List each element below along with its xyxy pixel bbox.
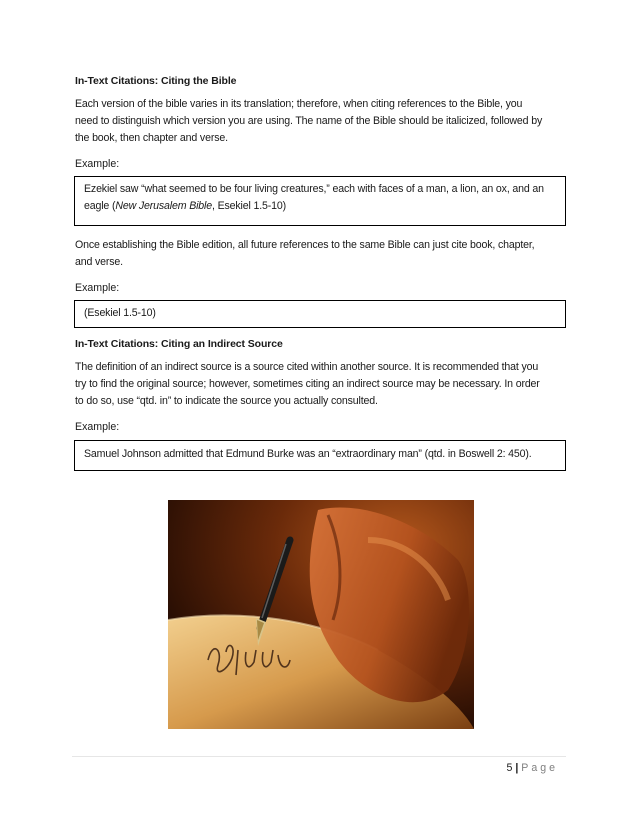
page-word: Page: [521, 762, 558, 774]
footer-divider: [72, 756, 566, 757]
paragraph-line: Each version of the bible varies in its translation; therefore, when citing references to the Bible, you: [75, 98, 523, 110]
example-label: Example:: [75, 282, 120, 294]
paragraph-line: need to distinguish which version you are using. The name of the Bible should be italicized, followed by: [75, 115, 543, 127]
example-label: Example:: [75, 421, 120, 433]
paragraph-line: try to find the original source; however, sometimes citing an indirect source may be necessary. In order: [75, 378, 540, 390]
paragraph-bible-followup: [75, 237, 570, 271]
paragraph-line: and verse.: [75, 256, 123, 268]
example-text: , Esekiel 1.5-10): [212, 200, 286, 212]
fountain-pen-writing-photo: [168, 500, 474, 729]
pen-illustration: [168, 500, 474, 729]
page-number: 5: [506, 762, 513, 774]
section-heading-bible: In-Text Citations: Citing the Bible: [75, 75, 237, 87]
paragraph-line: Once establishing the Bible edition, all future references to the same Bible can just cite book, chapter,: [75, 239, 535, 251]
example-label: Example:: [75, 158, 120, 170]
example-text: eagle (: [84, 200, 116, 212]
example-line: [84, 198, 556, 215]
example-box-indirect: [74, 440, 566, 471]
paragraph-line: to do so, use “qtd. in” to indicate the source you actually consulted.: [75, 395, 378, 407]
section-heading-indirect: In-Text Citations: Citing an Indirect Source: [75, 338, 283, 350]
bible-title-italic: New Jerusalem Bible: [115, 200, 212, 212]
paragraph-line: the book, then chapter and verse.: [75, 132, 228, 144]
page-footer: [506, 762, 558, 774]
example-box-esekiel: [74, 300, 566, 328]
paragraph-bible-intro: [75, 96, 570, 147]
example-line: Ezekiel saw “what seemed to be four living creatures,” each with faces of a man, a lion, an ox, and an: [84, 183, 544, 195]
example-line: Samuel Johnson admitted that Edmund Burke was an “extraordinary man” (qtd. in Boswell 2: 450).: [84, 448, 532, 460]
footer-separator: |: [515, 762, 519, 774]
example-line: (Esekiel 1.5-10): [84, 307, 156, 319]
paragraph-indirect-source: [75, 359, 570, 410]
paragraph-line: The definition of an indirect source is a source cited within another source. It is recommended that you: [75, 361, 539, 373]
example-box-bible: [74, 176, 566, 226]
